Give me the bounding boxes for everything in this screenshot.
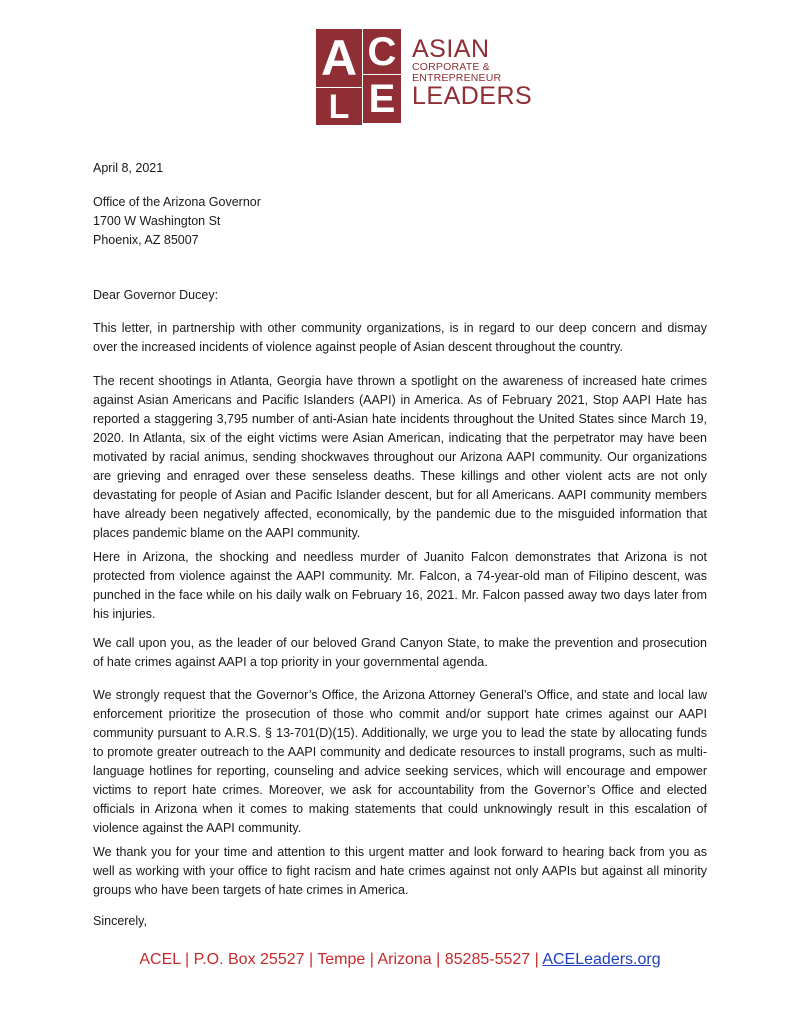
logo-letter-e: E xyxy=(363,75,401,123)
footer-contact xyxy=(0,951,800,969)
logo-letter-c: C xyxy=(363,29,401,74)
logo-line-asian: ASIAN xyxy=(412,35,490,63)
recipient-address xyxy=(93,193,707,250)
acel-logo xyxy=(316,29,533,126)
paragraph-request: We strongly request that the Governor’s Office, the Arizona Attorney General’s Office, and state and local law enforcement prioritize the prosecution of those who commit and/or support hate crimes against our AAPI community pursuant to A.R.S. § 13-701(D)(15). Additionally, we urge you to lead the state by allocating funds to promote greater outreach to the AAPI community and dedicate resources to install programs, such as multi-language hotlines for reporting, counseling and advice seeking services, which will encourage and empower victims to report hate crimes. Moreover, we ask for accountability from the Governor’s Office and elected officials in Arizona when it comes to making statements that could unknowingly result in this escalation of violence against the AAPI community. xyxy=(93,688,707,835)
recipient-line-city: Phoenix, AZ 85007 xyxy=(93,233,199,247)
paragraph-atlanta: The recent shootings in Atlanta, Georgia have thrown a spotlight on the awareness of increased hate crimes against Asian Americans and Pacific Islanders (AAPI) in America. As of February 2021, Stop AAPI Hate has reported a staggering 3,795 number of anti-Asian hate incidents throughout the United States since March 19, 2020. In Atlanta, six of the eight victims were Asian American, indicating that the perpetrator may have been motivated by racial animus, sending shockwaves throughout our Arizona AAPI community. Our organizations are grieving and enraged over these senseless deaths. These killings and other violent acts are not only devastating for people of Asian and Pacific Islander descent, but for all Americans. AAPI community members have already been negatively affected, economically, by the pandemic due to the misguided information that places pandemic blame on the AAPI community. xyxy=(93,374,707,540)
letter-date: April 8, 2021 xyxy=(93,161,164,175)
website-link[interactable]: ACELeaders.org xyxy=(542,951,661,968)
closing: Sincerely, xyxy=(93,914,147,928)
logo-line-entrepreneur: ENTREPRENEUR xyxy=(412,72,502,84)
logo-letter-l: L xyxy=(316,88,362,125)
paragraph-thanks: We thank you for your time and attention to this urgent matter and look forward to hearing back from you as well as working with your office to fight racism and hate crimes against not only AAPIs but against all minority groups who have been targets of hate crimes in America. xyxy=(93,845,707,897)
recipient-line-street: 1700 W Washington St xyxy=(93,214,221,228)
footer-address: ACEL | P.O. Box 25527 | Tempe | Arizona | 85285-5527 | xyxy=(139,951,543,968)
recipient-line-office: Office of the Arizona Governor xyxy=(93,195,261,209)
logo-letter-a: A xyxy=(316,29,362,87)
logo-line-corporate: CORPORATE & xyxy=(412,61,490,73)
salutation: Dear Governor Ducey: xyxy=(93,288,219,302)
paragraph-falcon: Here in Arizona, the shocking and needless murder of Juanito Falcon demonstrates that Arizona is not protected from violence against the AAPI community. Mr. Falcon, a 74-year-old man of Filipino descent, was punched in the face while on his daily walk on February 16, 2021. Mr. Falcon passed away two days later from his injuries. xyxy=(93,550,707,621)
logo-wordmark xyxy=(412,35,533,110)
paragraph-concern: This letter, in partnership with other community organizations, is in regard to our deep concern and dismay over the increased incidents of violence against people of Asian descent throughout the country. xyxy=(93,321,707,354)
paragraph-call: We call upon you, as the leader of our beloved Grand Canyon State, to make the prevention and prosecution of hate crimes against AAPI a top priority in your governmental agenda. xyxy=(93,636,707,669)
logo-line-leaders: LEADERS xyxy=(412,82,533,110)
logo-mark xyxy=(316,29,408,125)
